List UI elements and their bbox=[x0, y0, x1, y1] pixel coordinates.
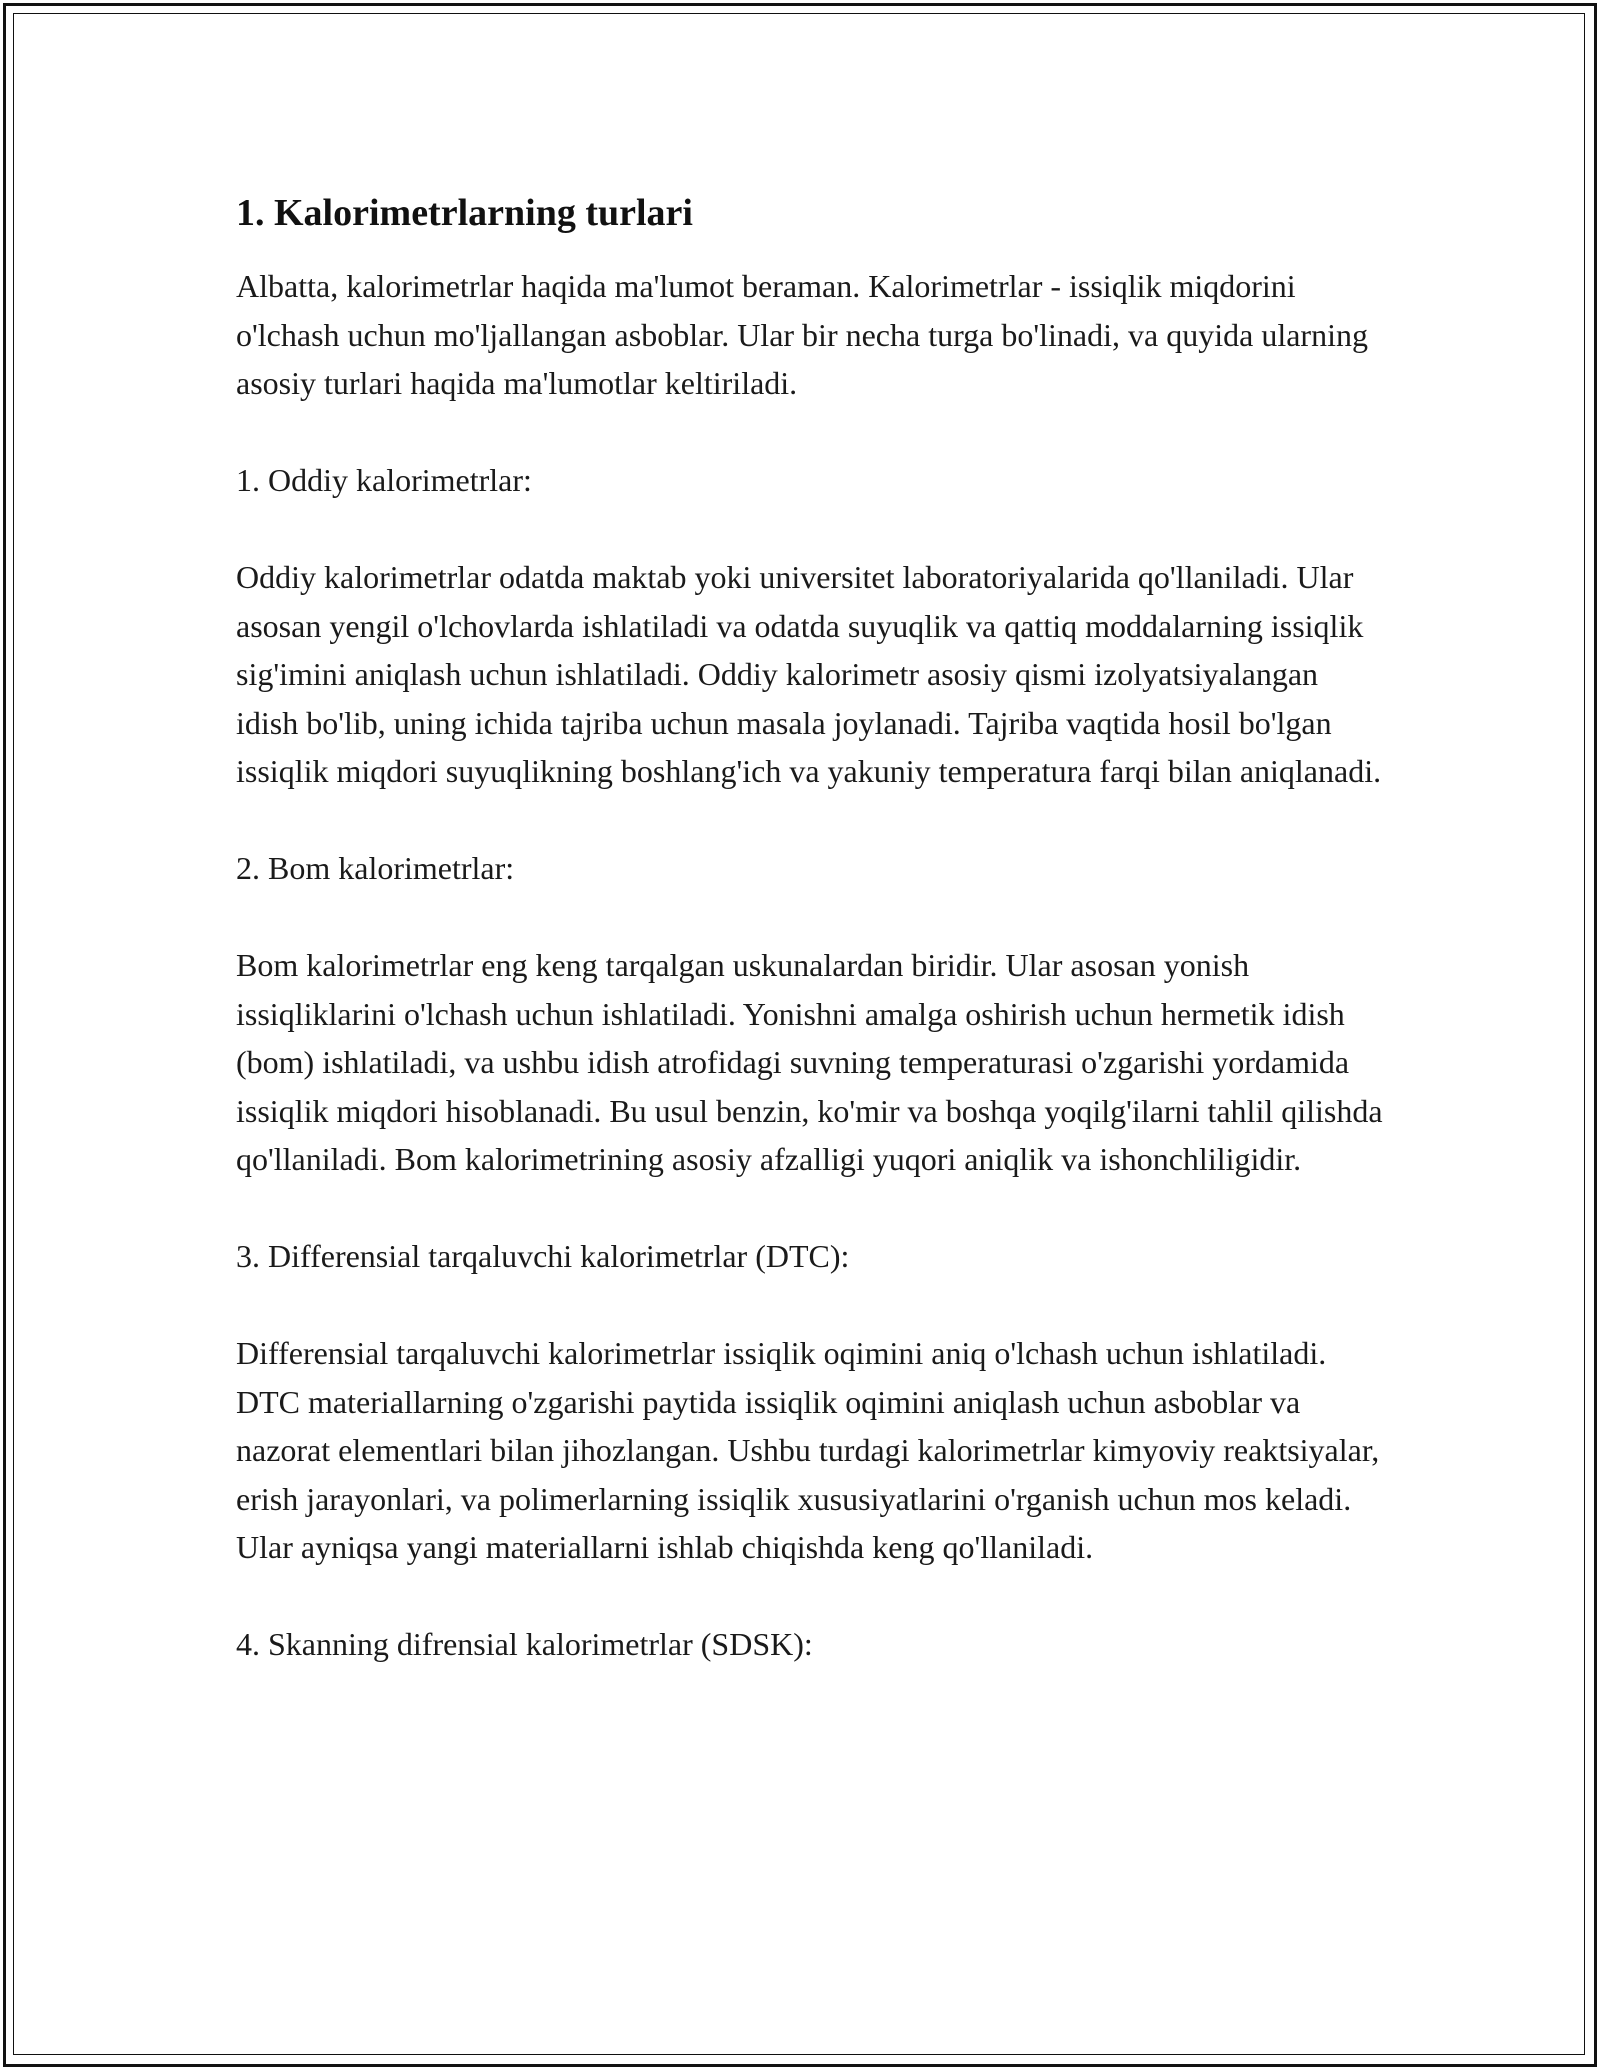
paragraph-bom: Bom kalorimetrlar eng keng tarqalgan uskunalardan biridir. Ular asosan yonish issiqliklarini o'lchash uchun ishlatiladi. Yonishni amalga oshirish uchun hermetik idish (bom) ishlatiladi, va ushbu idish atrofidagi suvning temperaturasi o'zgarishi yordamida issiqlik miqdori hisoblanadi. Bu usul benzin, ko'mir va boshqa yoqilg'ilarni tahlil qilishda qo'llaniladi. Bom kalorimetrining asosiy afzalligi yuqori aniqlik va ishonchliligidir. bbox=[236, 947, 1383, 1177]
document-title: 1. Kalorimetrlarning turlari bbox=[236, 192, 693, 234]
intro-paragraph: Albatta, kalorimetrlar haqida ma'lumot beraman. Kalorimetrlar - issiqlik miqdorini o'lchash uchun mo'ljallangan asboblar. Ular bir necha turga bo'linadi, va quyida ularning asosiy turlari haqida ma'lumotlar keltiriladi. bbox=[236, 268, 1368, 401]
document-body bbox=[236, 186, 1386, 1717]
section-heading-oddiy: 1. Oddiy kalorimetrlar: bbox=[236, 462, 532, 498]
section-heading-sdsk: 4. Skanning difrensial kalorimetrlar (SDSK): bbox=[236, 1626, 813, 1662]
paragraph-dtc: Differensial tarqaluvchi kalorimetrlar issiqlik oqimini aniq o'lchash uchun ishlatiladi. DTC materiallarning o'zgarishi paytida issiqlik oqimini aniqlash uchun asboblar va nazorat elementlari bilan jihozlangan. Ushbu turdagi kalorimetrlar kimyoviy reaktsiyalar, erish jarayonlari, va polimerlarning issiqlik xususiyatlarini o'rganish uchun mos keladi. Ular ayniqsa yangi materiallarni ishlab chiqishda keng qo'llaniladi. bbox=[236, 1335, 1380, 1565]
paragraph-oddiy: Oddiy kalorimetrlar odatda maktab yoki universitet laboratoriyalarida qo'llaniladi. Ular asosan yengil o'lchovlarda ishlatiladi va odatda suyuqlik va qattiq moddalarning issiqlik sig'imini aniqlash uchun ishlatiladi. Oddiy kalorimetr asosiy qismi izolyatsiyalangan idish bo'lib, uning ichida tajriba uchun masala joylanadi. Tajriba vaqtida hosil bo'lgan issiqlik miqdori suyuqlikning boshlang'ich va yakuniy temperatura farqi bilan aniqlanadi. bbox=[236, 559, 1382, 789]
section-heading-dtc: 3. Differensial tarqaluvchi kalorimetrlar (DTC): bbox=[236, 1238, 850, 1274]
section-heading-bom: 2. Bom kalorimetrlar: bbox=[236, 850, 515, 886]
